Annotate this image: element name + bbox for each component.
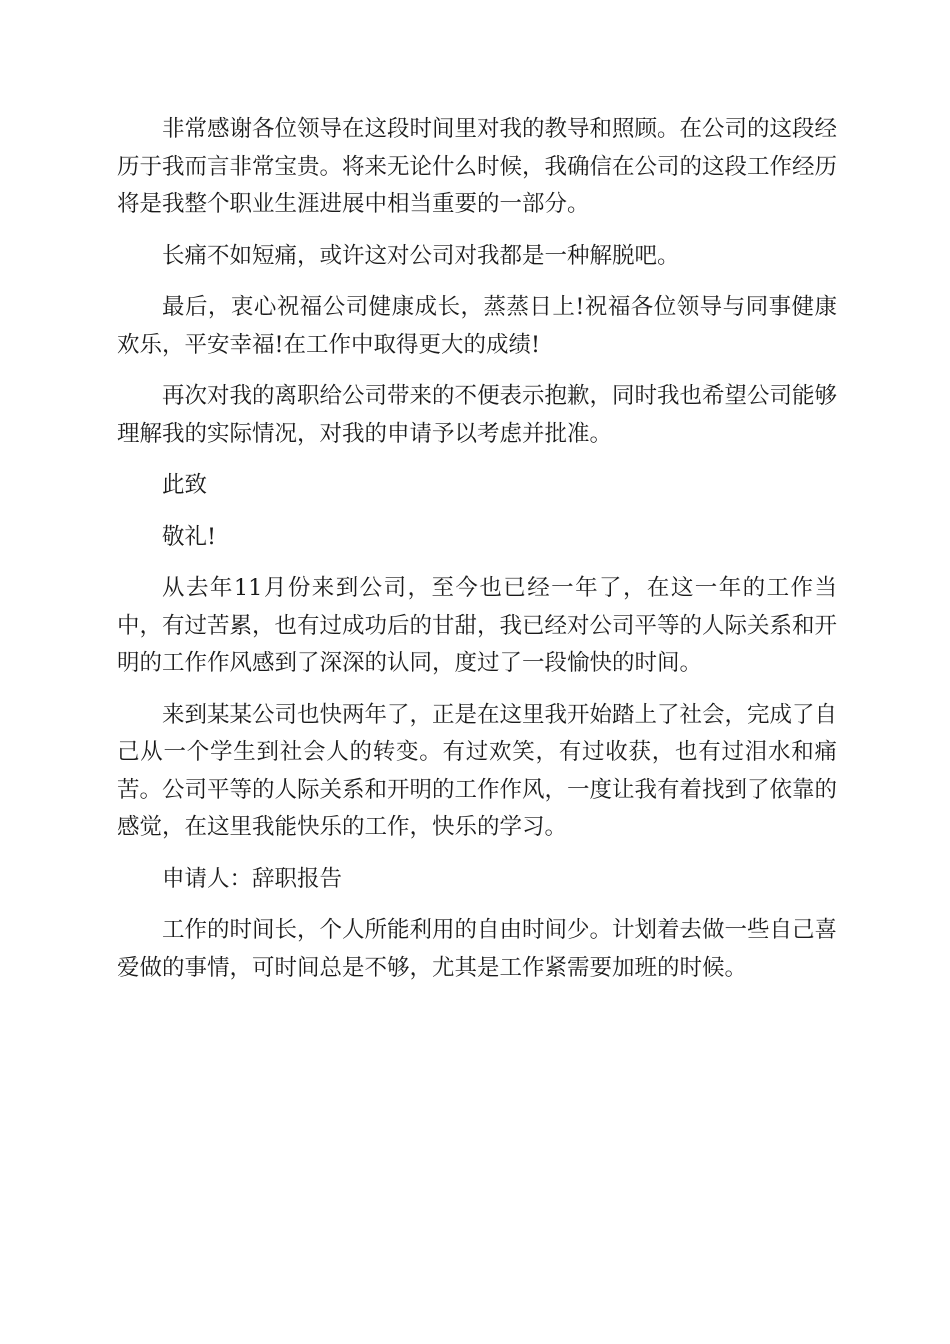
paragraph-working-hours: 工作的时间长，个人所能利用的自由时间少。计划着去做一些自己喜爱做的事情，可时间总是不够，尤其是工作紧需要加班的时候。 — [117, 917, 838, 981]
document-body — [117, 111, 837, 1001]
paragraph-apology: 再次对我的离职给公司带来的不便表示抱歉，同时我也希望公司能够理解我的实际情况，对我的申请予以考虑并批准。 — [117, 383, 838, 447]
paragraph-blessing: 最后，衷心祝福公司健康成长，蒸蒸日上!祝福各位领导与同事健康欢乐，平安幸福!在工作中取得更大的成绩! — [117, 294, 837, 358]
applicant-line: 申请人：辞职报告 — [162, 865, 343, 892]
paragraph-one-year: 从去年11月份来到公司，至今也已经一年了，在这一年的工作当中，有过苦累，也有过成功后的甘甜，我已经对公司平等的人际关系和开明的工作作风感到了深深的认同，度过了一段愉快的时间。 — [117, 575, 838, 676]
paragraph-relief: 长痛不如短痛，或许这对公司对我都是一种解脱吧。 — [162, 242, 680, 269]
paragraph-gratitude: 非常感谢各位领导在这段时间里对我的教导和照顾。在公司的这段经历于我而言非常宝贵。将来无论什么时候，我确信在公司的这段工作经历将是我整个职业生涯进展中相当重要的一部分。 — [117, 116, 838, 217]
closing-regards: 敬礼! — [162, 523, 217, 550]
paragraph-two-years: 来到某某公司也快两年了，正是在这里我开始踏上了社会，完成了自己从一个学生到社会人的转变。有过欢笑，有过收获，也有过泪水和痛苦。公司平等的人际关系和开明的工作作风，一度让我有着找到了依靠的感觉，在这里我能快乐的工作，快乐的学习。 — [117, 701, 838, 840]
closing-salutation: 此致 — [162, 472, 208, 498]
